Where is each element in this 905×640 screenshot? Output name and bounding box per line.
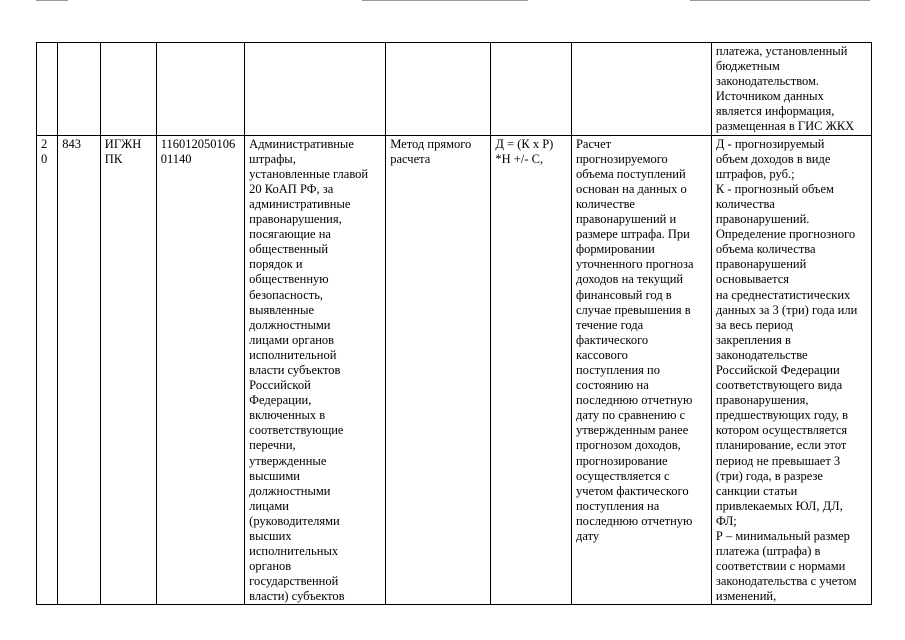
text-line: штрафов, руб.; <box>715 166 795 181</box>
text-line: закрепления в <box>715 332 791 347</box>
text-line: количестве <box>575 196 635 211</box>
text-line: прогнозирование <box>575 453 668 468</box>
scan-artifact-line <box>362 0 528 1</box>
text-line: доходов на текущий <box>575 272 684 287</box>
text-line: платежа (штрафа) в <box>715 544 821 559</box>
text-line: 01140 <box>160 151 192 166</box>
text-line: правонарушений <box>715 257 807 272</box>
text-line: посягающие на <box>249 227 331 242</box>
text-line: лицами органов <box>249 332 335 347</box>
text-line: основывается <box>715 272 789 287</box>
text-line: расчета <box>390 151 431 166</box>
text-line: перечни, <box>249 438 296 453</box>
text-line: порядок и <box>249 257 303 272</box>
cell-kbk <box>156 43 244 136</box>
text-line: фактического <box>575 332 649 347</box>
cell-description <box>711 43 871 136</box>
text-line: должностными <box>249 483 331 498</box>
text-line: (три) года, в разрезе <box>715 468 823 483</box>
text-line: Федерации, <box>249 393 312 408</box>
text-line: законодательства с учетом <box>715 574 857 589</box>
text-line: ПК <box>104 151 123 166</box>
cell-admin-code: 843 <box>58 135 101 605</box>
text-line: штрафы, <box>249 151 296 166</box>
text-line: предшествующих году, в <box>715 408 849 423</box>
text-line: котором осуществляется <box>715 423 848 438</box>
text-line: власти) субъектов <box>249 589 345 604</box>
text-line: безопасность, <box>249 287 324 302</box>
text-line: поступления по <box>575 362 660 377</box>
text-line: планирование, если этот <box>715 438 847 453</box>
text-line: высшими <box>249 468 300 483</box>
text-line: размещенная в ГИС ЖКХ <box>715 119 855 134</box>
cell-admin-code <box>58 43 101 136</box>
table-row-continuation <box>37 43 872 136</box>
text-line: исполнительной <box>249 347 337 362</box>
text-line: прогнозом доходов, <box>575 438 681 453</box>
text-line: правонарушения, <box>715 393 809 408</box>
cell-admin-name <box>100 43 156 136</box>
text-line: высших <box>249 529 292 543</box>
text-line: количества <box>715 196 775 211</box>
text-line: Определение прогнозного <box>715 227 856 242</box>
text-line: (руководителями <box>249 513 340 528</box>
text-line: Российской <box>249 378 311 393</box>
text-line: соответствующего вида <box>715 378 843 393</box>
text-line: прогнозируемого <box>575 151 668 166</box>
text-line: Р – минимальный размер <box>715 529 850 543</box>
text-line: основан на данных о <box>575 181 687 196</box>
cell-formula <box>491 43 572 136</box>
text-line: случае превышения в <box>575 302 691 317</box>
text-line: последнюю отчетную <box>575 393 693 408</box>
text-line: правонарушений и <box>575 212 677 227</box>
cell-algorithm <box>571 43 711 136</box>
text-line: установленные главой <box>249 166 369 181</box>
text-line: осуществляется с <box>575 468 670 483</box>
table-row <box>37 135 872 605</box>
text-line: является информация, <box>715 104 835 119</box>
text-line: объема количества <box>715 242 816 257</box>
cell-formula <box>491 135 572 605</box>
text-line: бюджетным <box>715 59 780 74</box>
text-line: власти субъектов <box>249 362 341 377</box>
income-forecast-table <box>36 42 872 605</box>
cell-num: 20 <box>37 135 58 605</box>
scan-artifact-line <box>36 0 68 1</box>
cell-admin-name <box>100 135 156 605</box>
text-line: учетом фактического <box>575 483 689 498</box>
text-line: финансовый год в <box>575 287 672 302</box>
text-line: государственной <box>249 574 339 589</box>
text-line: 20 КоАП РФ, за <box>249 181 334 196</box>
cell-income-name <box>245 135 386 605</box>
text-line: соответствующие <box>249 423 344 438</box>
text-line: формировании <box>575 242 655 257</box>
text-line: изменений, <box>715 589 777 604</box>
text-line: на среднестатистических <box>715 287 851 302</box>
text-line: объема поступлений <box>575 166 686 181</box>
text-line: правонарушений. <box>715 212 810 227</box>
cell-num <box>37 43 58 136</box>
text-line: кассового <box>575 347 628 362</box>
text-line: законодательстве <box>715 347 808 362</box>
text-line: данных за 3 (три) года или <box>715 302 858 317</box>
text-line: последнюю отчетную <box>575 513 693 528</box>
text-line: соответствии с нормами <box>715 559 846 574</box>
cell-algorithm <box>571 135 711 605</box>
text-line: Источником данных <box>715 89 824 104</box>
text-line: размере штрафа. При <box>575 227 690 242</box>
text-line: должностными <box>249 317 331 332</box>
text-line: законодательством. <box>715 74 820 89</box>
text-line: лицами <box>249 498 289 513</box>
text-line: Д = (К х Р) <box>495 136 554 151</box>
text-line: 116012050106 <box>160 136 236 151</box>
text-line: выявленные <box>249 302 315 317</box>
text-line: К - прогнозный объем <box>715 181 834 196</box>
cell-description <box>711 135 871 605</box>
text-line: Метод прямого <box>390 136 472 151</box>
text-line: Российской Федерации <box>715 362 840 377</box>
text-line: уточненного прогноза <box>575 257 694 272</box>
text-line: за весь период <box>715 317 793 332</box>
text-line: платежа, установленный <box>715 44 848 58</box>
text-line: общественный <box>249 242 329 257</box>
text-line: утвержденные <box>249 453 327 468</box>
text-line: течение года <box>575 317 644 332</box>
text-line: общественную <box>249 272 329 287</box>
text-line: привлекаемых ЮЛ, ДЛ, <box>715 498 843 513</box>
text-line: период не превышает 3 <box>715 453 841 468</box>
text-line: состоянию на <box>575 378 649 393</box>
text-line: дату <box>575 529 600 543</box>
text-line: ФЛ; <box>715 513 737 528</box>
text-line: органов <box>249 559 292 574</box>
text-line: включенных в <box>249 408 326 423</box>
cell-method <box>386 43 491 136</box>
text-line: правонарушения, <box>249 212 342 227</box>
cell-kbk <box>156 135 244 605</box>
text-line: дату по сравнению с <box>575 408 686 423</box>
scan-artifact-line <box>690 0 870 1</box>
text-line: административные <box>249 196 351 211</box>
cell-method <box>386 135 491 605</box>
text-line: Расчет <box>575 136 612 151</box>
text-line: ИГЖН <box>104 136 142 151</box>
text-line: исполнительных <box>249 544 339 559</box>
text-line: Д - прогнозируемый <box>715 136 825 151</box>
text-line: объем доходов в виде <box>715 151 831 166</box>
text-line: *Н +/- С, <box>495 151 544 166</box>
text-line: утвержденным ранее <box>575 423 689 438</box>
text-line: поступления на <box>575 498 660 513</box>
text-line: санкции статьи <box>715 483 798 498</box>
cell-income-name <box>245 43 386 136</box>
text-line: Административные <box>249 136 354 151</box>
